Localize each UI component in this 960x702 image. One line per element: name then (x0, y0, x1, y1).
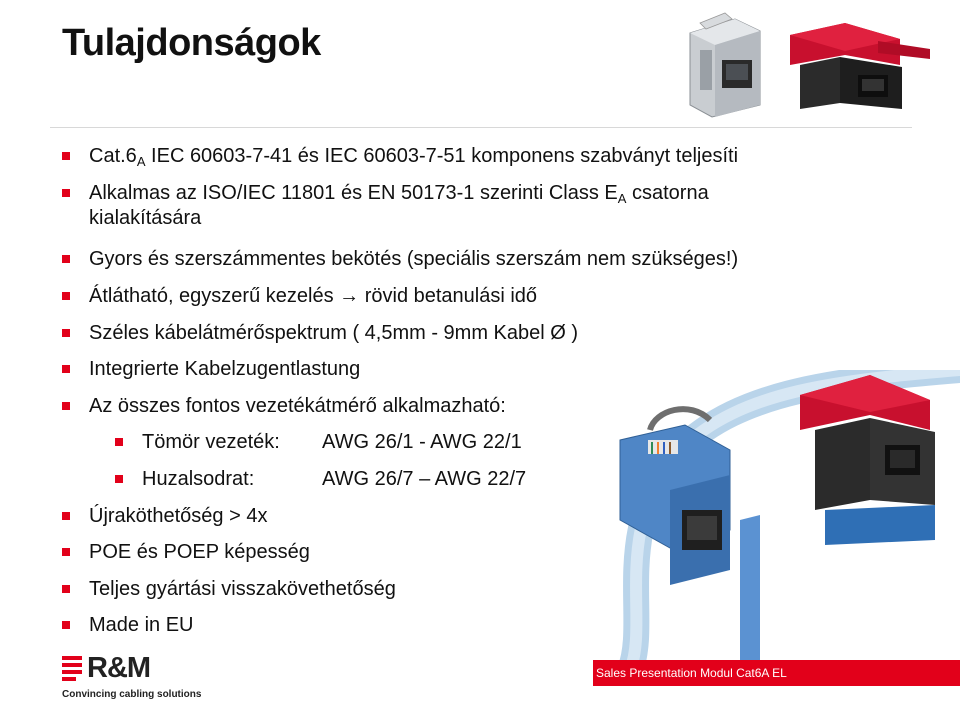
rj45-modules-bottom-image (590, 370, 960, 675)
bullet-square-icon (115, 438, 123, 446)
bullet-text: Átlátható, egyszerű kezelés → rövid betanulási idő (89, 285, 538, 307)
logo-tagline: Convincing cabling solutions (62, 689, 202, 700)
bullet-square-icon (62, 189, 70, 197)
title-divider (50, 127, 912, 128)
bullet-square-icon (62, 365, 70, 373)
logo-stripes-icon (62, 656, 82, 680)
bullet-text: Gyors és szerszámmentes bekötés (speciális szerszám nem szükséges!) (89, 248, 739, 270)
bullet-text: kialakítására (89, 207, 202, 229)
bullet-text: Alkalmas az ISO/IEC 11801 és EN 50173-1 szerinti Class $E_A$ csatorna (89, 182, 709, 206)
sub-bullet-label: Tömör vezeték: (142, 431, 280, 453)
sub-bullet-label: Huzalsodrat: (142, 468, 255, 490)
bullet-square-icon (62, 292, 70, 300)
bullet-square-icon (62, 548, 70, 556)
bullet-text: Teljes gyártási visszakövethetőség (89, 578, 396, 600)
bullet-square-icon (62, 329, 70, 337)
red-module-icon (790, 23, 930, 109)
bullet-text: Széles kábelátmérőspektrum ( 4,5mm - 9mm Kabel Ø ) (89, 322, 579, 344)
bullet-square-icon (62, 621, 70, 629)
bullet-square-icon (62, 512, 70, 520)
bullet-square-icon (62, 255, 70, 263)
bullet-text: Az összes fontos vezetékátmérő alkalmazható: (89, 395, 506, 417)
bullet-square-icon (62, 585, 70, 593)
red-blue-module-icon (800, 375, 935, 545)
bullet-text: Made in EU (89, 614, 194, 636)
logo-text: R&M (87, 652, 151, 684)
sub-bullet-value: AWG 26/1 - AWG 22/1 (322, 431, 522, 453)
bullet-text: Integrierte Kabelzugentlastung (89, 358, 361, 380)
bullet-text: Újraköthetőség > 4x (89, 505, 268, 527)
bullet-square-icon (62, 152, 70, 160)
silver-module-icon (690, 13, 760, 117)
presentation-label: Sales Presentation Modul Cat6A EL (596, 666, 787, 680)
footer-bar (593, 660, 960, 686)
sub-bullet-value: AWG 26/7 – AWG 22/7 (322, 468, 527, 490)
arrow-right-icon: → (339, 285, 360, 307)
bullet-text: POE és POEP képesség (89, 541, 310, 563)
rj45-modules-top-image (640, 5, 940, 120)
bullet-square-icon (62, 402, 70, 410)
bullet-square-icon (115, 475, 123, 483)
bullet-text: $Cat.6_A$ IEC 60603-7-41 és IEC 60603-7-51 komponens szabványt teljesíti (89, 145, 739, 169)
slide-title: Tulajdonságok (62, 22, 321, 64)
